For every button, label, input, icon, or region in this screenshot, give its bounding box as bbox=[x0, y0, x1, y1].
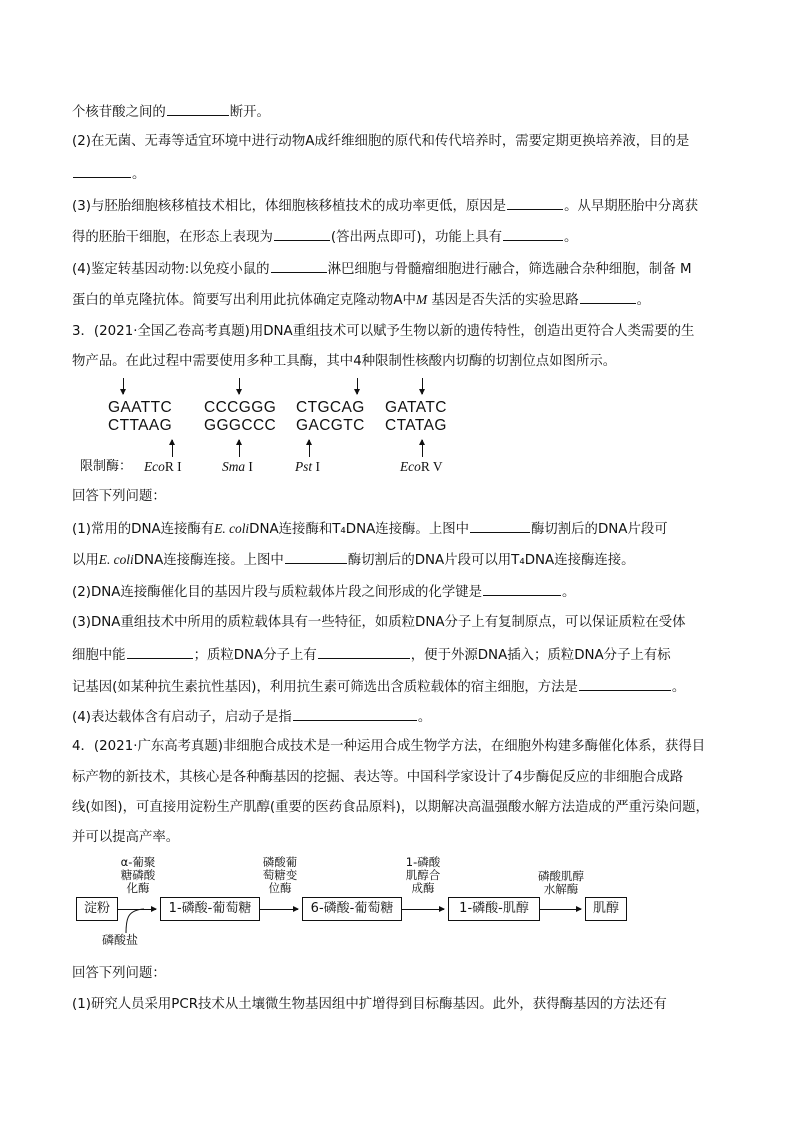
text: 蛋白的单克隆抗体。简要写出利用此抗体确定克隆动物A中 bbox=[72, 293, 416, 308]
q4-stem-1 bbox=[72, 737, 705, 757]
answer-blank[interactable] bbox=[580, 289, 636, 304]
enzyme-text: 水解酶 bbox=[543, 882, 579, 896]
answer-blank[interactable] bbox=[127, 644, 193, 659]
enzyme-suffix: I bbox=[245, 459, 253, 474]
enzyme-label-3 bbox=[401, 856, 445, 895]
cut-arrow-down-icon bbox=[123, 378, 124, 394]
flow-arrow-icon bbox=[540, 909, 581, 910]
answer-blank[interactable] bbox=[167, 101, 229, 116]
q3-part2 bbox=[72, 581, 575, 603]
enzyme-suffix: R I bbox=[164, 459, 182, 474]
text: 标产物的新技术，其核心是各种酶基因的挖掘、表达等。中国科学家设计了4步酶促反应的非细胞合成路 bbox=[72, 770, 684, 785]
cut-arrow-down-icon bbox=[357, 378, 358, 394]
text: 。从早期胚胎中分离获 bbox=[564, 199, 698, 214]
text: 物产品。在此过程中需要使用多种工具酶，其中4种限制性核酸内切酶的切割位点如图所示。 bbox=[72, 354, 617, 369]
cut-arrow-up-icon bbox=[309, 440, 310, 457]
q3-part1 bbox=[72, 518, 668, 540]
phosphate-label: 磷酸盐 bbox=[101, 933, 138, 947]
text: 3．(2021·全国乙卷高考真题)用DNA重组技术可以赋予生物以新的遗传特性，创造出更符合人类需要的生 bbox=[72, 324, 695, 339]
q3-part4 bbox=[72, 706, 431, 728]
text: DNA连接酶连接。上图中 bbox=[133, 553, 284, 568]
text: 基因是否失活的实验思路 bbox=[427, 293, 579, 308]
enzyme-genus: Pst bbox=[295, 459, 313, 474]
cut-arrow-down-icon bbox=[239, 378, 240, 394]
enzyme-genus: Sma bbox=[222, 459, 246, 474]
q3-stem-1 bbox=[72, 322, 694, 342]
enzyme-text: 成酶 bbox=[411, 881, 435, 895]
answer-blank[interactable] bbox=[503, 226, 563, 241]
species-name: E. coli bbox=[98, 552, 134, 567]
text: 。 bbox=[562, 585, 576, 600]
text: 并可以提高产率。 bbox=[72, 830, 180, 845]
text: 回答下列问题： bbox=[72, 966, 166, 981]
text: 。 bbox=[417, 710, 432, 725]
q4-part1 bbox=[72, 995, 667, 1015]
text: (2)DNA连接酶催化目的基因片段与质粒载体片段之间形成的化学键是 bbox=[72, 585, 483, 600]
seq-bottom-ecori: CTTAAG bbox=[108, 417, 173, 434]
enzyme-label-1 bbox=[116, 856, 160, 895]
text: ；质粒DNA分子上有 bbox=[193, 648, 317, 663]
enzyme-text: 磷酸葡 bbox=[262, 855, 298, 869]
cut-arrow-up-icon bbox=[422, 440, 423, 457]
flow-box-inositol: 肌醇 bbox=[585, 897, 627, 921]
q3-part3-cont bbox=[72, 644, 671, 666]
text: 以用 bbox=[72, 553, 99, 568]
enzyme-label: 限制酶： bbox=[80, 459, 133, 474]
enzyme-suffix: I bbox=[312, 459, 320, 474]
flow-box-g6p: 6-磷酸-葡萄糖 bbox=[302, 897, 402, 921]
text: (4)表达载体含有启动子，启动子是指 bbox=[72, 710, 292, 725]
text: 线(如图)，可直接用淀粉生产肌醇(重要的医药食品原料)，以期解决高温强酸水解方法造成的严重污染问题， bbox=[72, 800, 709, 815]
flow-arrow-icon bbox=[260, 909, 298, 910]
q2-part4-cont bbox=[72, 289, 650, 311]
enzyme-suffix: R V bbox=[420, 459, 443, 474]
enzyme-text: 磷酸肌醇 bbox=[538, 869, 584, 883]
answer-blank[interactable] bbox=[507, 195, 563, 210]
text: 酶切割后的DNA片段可以用T₄DNA连接酶连接。 bbox=[347, 553, 635, 568]
text: (3)DNA重组技术中所用的质粒载体具有一些特征，如质粒DNA分子上有复制原点，可以保证质粒在受体 bbox=[72, 615, 686, 630]
text: 4．(2021·广东高考真题)非细胞合成技术是一种运用合成生物学方法，在细胞外构建多酶催化体系，获得目 bbox=[72, 739, 706, 754]
cut-arrow-up-icon bbox=[239, 440, 240, 457]
text: (2)在无菌、无毒等适宜环境中进行动物A成纤维细胞的原代和传代培养时，需要定期更换培养液，目的是 bbox=[72, 134, 690, 149]
q3-part3-cont2 bbox=[72, 676, 685, 698]
text: (4)鉴定转基因动物:以免疫小鼠的 bbox=[72, 262, 270, 277]
text: (3)与胚胎细胞核移植技术相比，体细胞核移植技术的成功率更低，原因是 bbox=[72, 199, 507, 214]
answer-blank[interactable] bbox=[579, 676, 671, 691]
enzyme-text: 糖磷酸 bbox=[120, 868, 156, 882]
q3-stem-2 bbox=[72, 352, 616, 372]
text: 细胞中能 bbox=[72, 648, 126, 663]
text: (1)研究人员采用PCR技术从土壤微生物基因组中扩增得到目标酶基因。此外，获得酶基因的方法还有 bbox=[72, 997, 667, 1012]
q4-stem-2 bbox=[72, 768, 683, 788]
q3-answer-prompt bbox=[72, 487, 166, 507]
seq-top-ecori: GAATTC bbox=[108, 399, 173, 416]
answer-blank[interactable] bbox=[483, 581, 561, 596]
enzyme-label-4 bbox=[534, 870, 588, 896]
text: 得的胚胎干细胞，在形态上表现为 bbox=[72, 230, 273, 245]
text: 个核苷酸之间的 bbox=[72, 105, 166, 120]
seq-top-smai: CCCGGG bbox=[204, 399, 277, 416]
flow-arrow-icon bbox=[402, 909, 444, 910]
answer-blank[interactable] bbox=[285, 549, 347, 564]
text: 断开。 bbox=[229, 105, 270, 120]
text: (1)常用的DNA连接酶有 bbox=[72, 522, 215, 537]
answer-blank[interactable] bbox=[73, 163, 131, 178]
q4-answer-prompt bbox=[72, 964, 166, 984]
side-input-curve-icon bbox=[118, 908, 148, 934]
enzyme-text: 化酶 bbox=[126, 881, 150, 895]
species-name: E. coli bbox=[214, 521, 250, 536]
text: ，便于外源DNA插入；质粒DNA分子上有标 bbox=[410, 648, 671, 663]
flow-box-ip1: 1-磷酸-肌醇 bbox=[448, 897, 540, 921]
enzyme-text: 萄糖变 bbox=[262, 868, 298, 882]
answer-blank[interactable] bbox=[470, 518, 530, 533]
seq-bottom-ecorv: CTATAG bbox=[385, 417, 447, 434]
text: 。 bbox=[671, 680, 686, 695]
q2-part4 bbox=[72, 258, 692, 280]
text: 回答下列问题： bbox=[72, 489, 166, 504]
q4-stem-4 bbox=[72, 828, 179, 848]
text: (答出两点即可)，功能上具有 bbox=[330, 230, 502, 245]
enzyme-genus: Eco bbox=[400, 459, 421, 474]
text: 。 bbox=[636, 293, 651, 308]
answer-blank[interactable] bbox=[293, 706, 417, 721]
answer-blank[interactable] bbox=[318, 644, 410, 659]
enzyme-text: 1-磷酸 bbox=[405, 855, 441, 869]
flow-box-starch: 淀粉 bbox=[76, 897, 118, 921]
q2-part2-cont bbox=[72, 163, 145, 185]
q2-part3 bbox=[72, 195, 698, 217]
q2-part3-cont bbox=[72, 226, 577, 248]
enzyme-text: α-葡聚 bbox=[120, 855, 156, 869]
seq-top-ecorv: GATATC bbox=[385, 399, 447, 416]
q2-line-1 bbox=[72, 101, 270, 123]
enzyme-text: 肌醇合 bbox=[405, 868, 441, 882]
q2-part2 bbox=[72, 132, 689, 152]
text: DNA连接酶和T₄DNA连接酶。上图中 bbox=[249, 522, 469, 537]
enzyme-ecorv bbox=[400, 458, 443, 476]
seq-top-psti: CTGCAG bbox=[296, 399, 365, 416]
enzyme-genus: Eco bbox=[144, 459, 165, 474]
q3-part3 bbox=[72, 613, 686, 633]
flow-box-g1p: 1-磷酸-葡萄糖 bbox=[160, 897, 260, 921]
enzyme-psti bbox=[295, 458, 320, 476]
seq-bottom-psti: GACGTC bbox=[296, 417, 365, 434]
cut-arrow-up-icon bbox=[172, 440, 173, 457]
q3-part1-cont bbox=[72, 549, 635, 571]
text: 酶切割后的DNA片段可 bbox=[531, 522, 668, 537]
answer-blank[interactable] bbox=[274, 226, 330, 241]
enzyme-ecori bbox=[144, 458, 182, 476]
q4-stem-3 bbox=[72, 798, 709, 818]
text: 记基因(如某种抗生素抗性基因)，利用抗生素可筛选出含质粒载体的宿主细胞，方法是 bbox=[72, 680, 578, 695]
text: 。 bbox=[564, 230, 578, 245]
seq-bottom-smai: GGGCCC bbox=[204, 417, 277, 434]
enzyme-label-2 bbox=[258, 856, 302, 895]
cut-arrow-down-icon bbox=[422, 378, 423, 394]
gene-name: M bbox=[415, 292, 428, 307]
text: 。 bbox=[132, 167, 146, 182]
enzyme-text: 位酶 bbox=[268, 881, 292, 895]
enzyme-smai bbox=[222, 458, 253, 476]
answer-blank[interactable] bbox=[271, 258, 327, 273]
text: 淋巴细胞与骨髓瘤细胞进行融合，筛选融合杂种细胞，制备 M bbox=[327, 262, 692, 277]
